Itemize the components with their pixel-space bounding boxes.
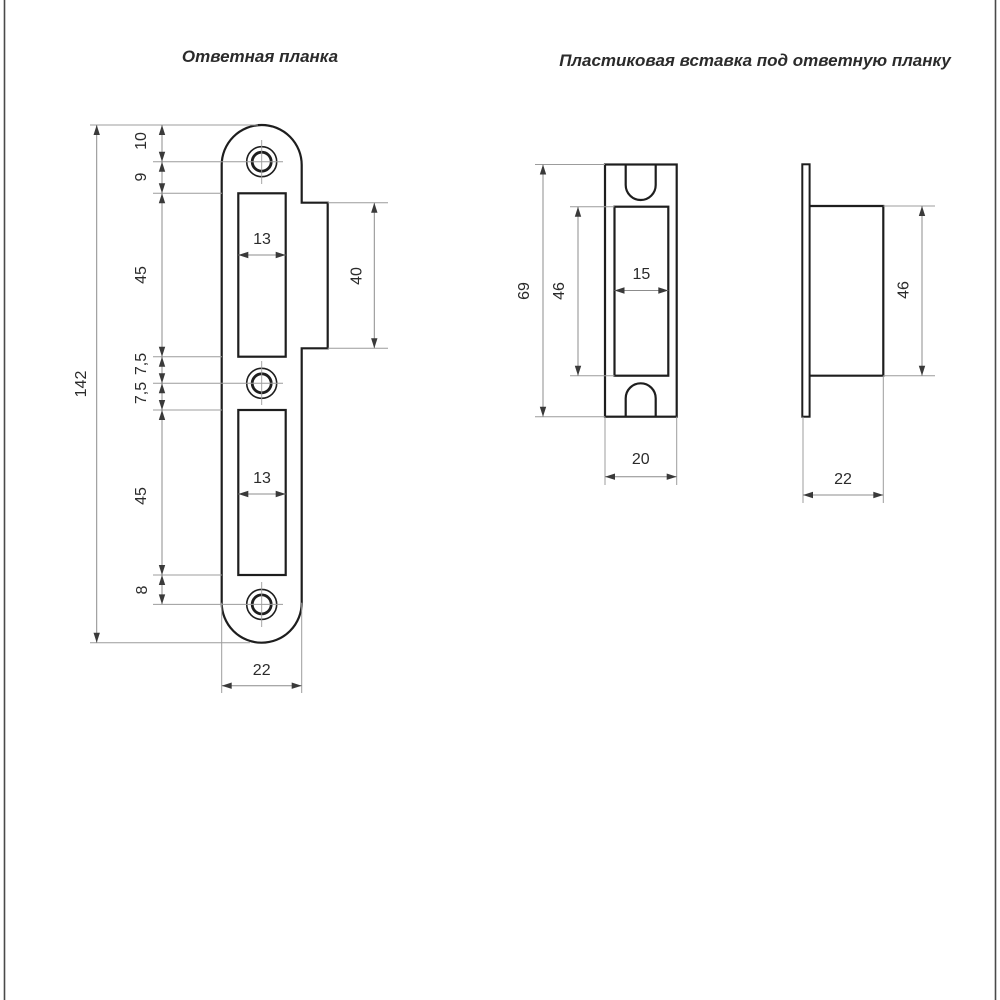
strike-plate-view (73, 125, 388, 693)
insert-bottom-recess (626, 383, 656, 416)
dim-label-10: 10 (133, 132, 150, 150)
title-strike-plate: Ответная планка (181, 47, 339, 66)
strike-plate-bottom-slot (238, 410, 285, 575)
dim-label-46-side: 46 (895, 281, 913, 299)
dim-label-45-bottom: 45 (133, 487, 150, 505)
dim-label-8: 8 (134, 585, 151, 595)
insert-body (810, 206, 884, 376)
dim-label-9: 9 (133, 172, 150, 182)
dim-label-46-front: 46 (551, 282, 568, 300)
strike-plate-top-slot (238, 193, 285, 356)
dim-label-40: 40 (348, 267, 366, 285)
insert-side-view (802, 164, 935, 503)
insert-flange (802, 164, 809, 416)
dim-label-13-bottom: 13 (253, 470, 271, 487)
dim-label-7-5-upper: 7,5 (133, 352, 150, 376)
dim-label-69: 69 (516, 282, 533, 300)
dim-label-7-5-lower: 7,5 (133, 381, 150, 405)
insert-top-recess (626, 165, 656, 201)
dim-label-45-top: 45 (133, 266, 150, 284)
dim-label-22-depth: 22 (834, 471, 852, 488)
title-plastic-insert: Пластиковая вставка под ответную планку (559, 51, 951, 70)
insert-window (615, 207, 669, 376)
dim-label-20: 20 (631, 451, 650, 468)
dim-label-13-top: 13 (253, 231, 271, 248)
insert-front-view (516, 165, 677, 486)
dim-label-22-plate: 22 (252, 662, 271, 679)
dim-label-15: 15 (632, 266, 651, 283)
dim-label-142: 142 (73, 370, 90, 398)
